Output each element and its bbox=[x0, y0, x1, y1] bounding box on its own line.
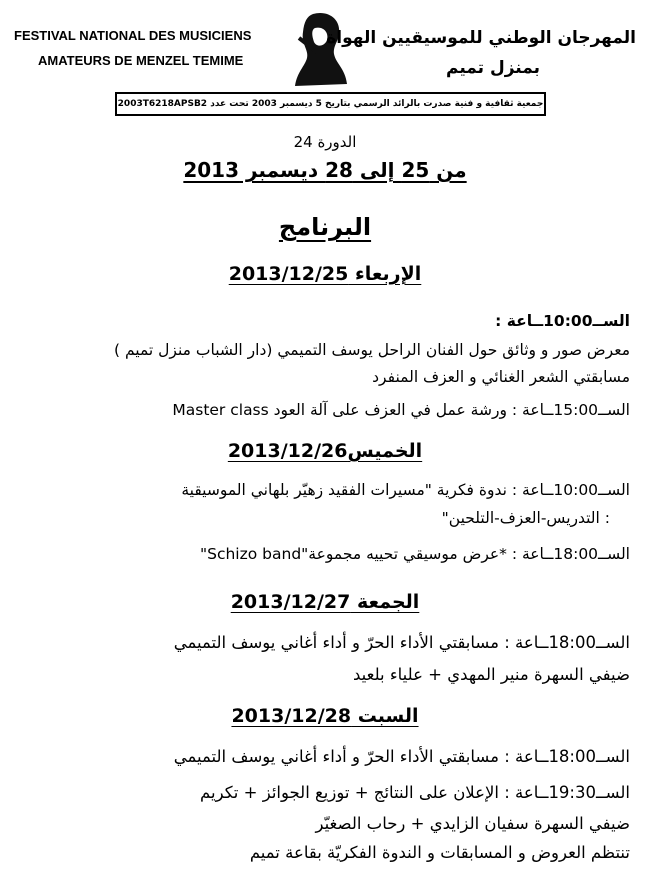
program-line: الســ18:00ــاعة : مسابقتي الأداء الحرّ و أداء أغاني يوسف التميمي bbox=[173, 747, 630, 766]
program-line: الســ10:00ــاعة : bbox=[495, 312, 630, 330]
program-line: ضيفي السهرة سفيان الزايدي + رحاب الصغيّر bbox=[315, 814, 630, 833]
program-line: الســ18:00ــاعة : مسابقتي الأداء الحرّ و أداء أغاني يوسف التميمي bbox=[173, 633, 630, 652]
program-line: : التدريس-العزف-التلحين" bbox=[441, 509, 610, 527]
day-heading-saturday: السبت 2013/12/28 bbox=[231, 705, 419, 727]
day-heading-friday: الجمعة 2013/12/27 bbox=[230, 591, 420, 613]
program-line: الســ18:00ــاعة : *عرض موسيقي تحييه مجموعة"Schizo band" bbox=[199, 545, 630, 563]
header-arabic-line2: بمنزل تميم bbox=[445, 58, 540, 78]
edition-number: الدورة 24 bbox=[293, 133, 357, 151]
program-line: الســ15:00ــاعة : ورشة عمل في العزف على آلة العود Master class bbox=[172, 401, 630, 419]
registration-box: جمعية ثقافية و فنية صدرت بالرائد الرسمي بتاريخ 5 ديسمبر 2003 تحت عدد 2003T6218APSB2 bbox=[115, 92, 546, 116]
header-french-line1: FESTIVAL NATIONAL DES MUSICIENS bbox=[14, 28, 252, 43]
day-heading-wednesday: الإربعاء 2013/12/25 bbox=[228, 263, 422, 285]
festival-dates: من 25 إلى 28 ديسمبر 2013 bbox=[183, 158, 467, 182]
program-line: الســ10:00ــاعة : ندوة فكرية "مسيرات الفقيد زهيّر بلهاني الموسيقية bbox=[181, 481, 630, 499]
program-line: معرض صور و وثائق حول الفنان الراحل يوسف التميمي (دار الشباب منزل تميم ) bbox=[113, 341, 630, 359]
program-line: مسابقتي الشعر الغنائي و العزف المنفرد bbox=[372, 368, 630, 386]
program-line: الســ19:30ــاعة : الإعلان على النتائج + توزيع الجوائز + تكريم bbox=[200, 783, 630, 802]
program-title: البرنامج bbox=[278, 213, 372, 241]
header-arabic-line1: المهرجان الوطني للموسيقيين الهواة bbox=[326, 28, 636, 48]
day-heading-thursday: الخميس2013/12/26 bbox=[227, 440, 423, 462]
header-french-line2: AMATEURS DE MENZEL TEMIME bbox=[38, 53, 244, 68]
program-line: ضيفي السهرة منير المهدي + علياء بلعيد bbox=[352, 665, 630, 684]
festival-logo-icon bbox=[287, 8, 353, 92]
program-line: تنتظم العروض و المسابقات و الندوة الفكريّة بقاعة تميم bbox=[249, 843, 630, 862]
